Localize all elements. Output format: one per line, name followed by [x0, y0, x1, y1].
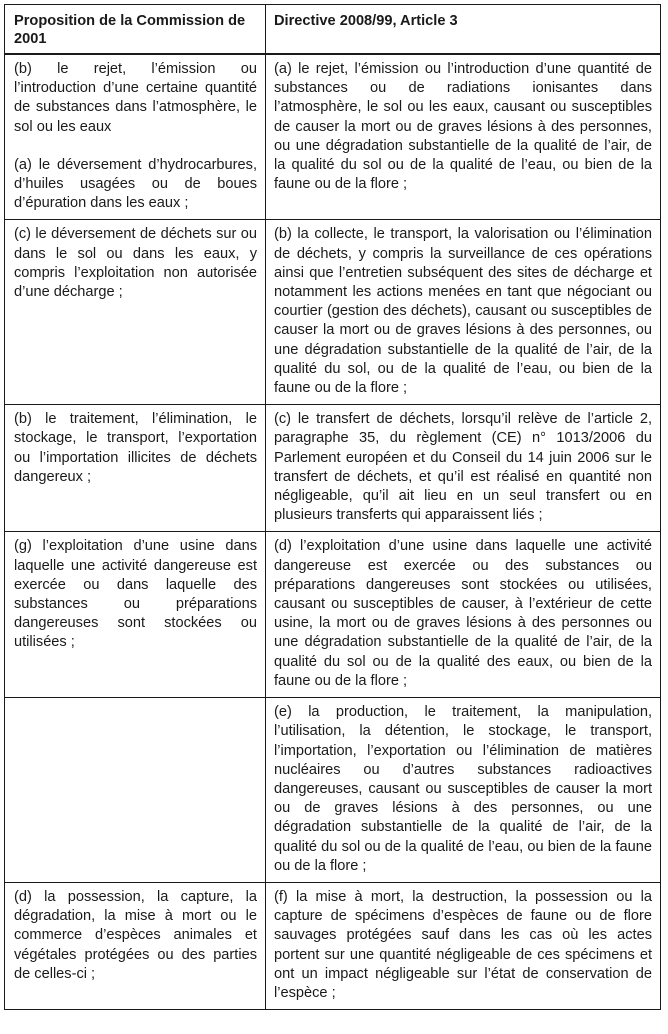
paragraph: (d) l’exploitation d’une usine dans laquelle une activité dangereuse est exercée ou des substances ou préparations dangereuses sont stockées ou utilisées, causant ou susceptibles de causer, à l’extérieur de cette usine, la mort ou de graves lésions à des personnes ou une dégradation substantielle de la qualité de l’air, de la qualité du sol ou de la qualité des eaux, ou bien de la faune ou de la flore ;	[274, 538, 652, 689]
cell-commission	[5, 55, 265, 219]
paragraph: (a) le rejet, l’émission ou l’introduction d’une quantité de substances ou de radiations ionisantes dans l’atmosphère, le sol ou les eaux, causant ou susceptibles de causer la mort ou de graves lésions à des personnes, ou une dégradation substantielle de la qualité de l’air, de la qualité du sol ou de la qualité de l’eau, ou bien de la faune ou de la flore ;	[274, 61, 652, 193]
header-commission-2001: Proposition de la Commission de 2001	[14, 13, 246, 47]
paragraph: (f) la mise à mort, la destruction, la possession ou la capture de spécimens d’espèces de faune ou de flore sauvages protégées sauf dans les cas où les actes portent sur une quantité négligeable de ces spécimens et ont un impact négligeable sur l’état de conservation de l’espèce ;	[274, 888, 652, 1001]
paragraph: (g) l’exploitation d’une usine dans laquelle une activité dangereuse est exercée ou dans laquelle des substances ou préparations dangereuses sont stockées ou utilisées ;	[14, 538, 257, 651]
comparison-table	[4, 4, 661, 1010]
cell-directive	[265, 698, 660, 882]
cell-commission	[5, 220, 265, 404]
header-directive-2008-99: Directive 2008/99, Article 3	[265, 5, 660, 53]
cell-directive	[265, 55, 660, 219]
cell-commission-empty	[5, 698, 265, 882]
paragraph: (b) le traitement, l’élimination, le stockage, le transport, l’exportation ou l’importation illicites de déchets dangereux ;	[14, 411, 257, 485]
paragraph: (c) le transfert de déchets, lorsqu’il relève de l’article 2, paragraphe 35, du règlement (CE) n° 1013/2006 du Parlement européen et du Conseil du 14 juin 2006 sur le transfert de déchets, et qu’il est réalisé en quantité non négligeable, qu’il ait lieu en un seul transfert ou en plusieurs transferts qui apparaissent liés ;	[274, 411, 652, 524]
cell-directive	[265, 883, 660, 1009]
table-row	[5, 55, 660, 220]
table-row	[5, 532, 660, 698]
paragraph: (e) la production, le traitement, la manipulation, l’utilisation, la détention, le stockage, le transport, l’importation, l’exportation ou l’élimination de matières nucléaires ou d’autres substances radioactives dangereuses, causant ou susceptibles de causer la mort ou de graves lésions à des personnes, ou une dégradation substantielle de la qualité de l’air, de la qualité du sol ou de la qualité de l’eau, ou bien de la faune ou de la flore ;	[274, 704, 652, 874]
table-row	[5, 220, 660, 405]
paragraph: (b) le rejet, l’émission ou l’introduction d’une certaine quantité de substances dans l’atmosphère, le sol ou les eaux	[14, 61, 257, 135]
cell-directive	[265, 220, 660, 404]
paragraph: (a) le déversement d’hydrocarbures, d’huiles usagées ou de boues d’épuration dans les eaux ;	[14, 156, 257, 212]
table-row	[5, 405, 660, 532]
cell-directive	[265, 532, 660, 697]
cell-commission	[5, 883, 265, 1009]
paragraph: (c) le déversement de déchets sur ou dans le sol ou dans les eaux, y compris l’exploitation non autorisée d’une décharge ;	[14, 226, 257, 301]
paragraph: (d) la possession, la capture, la dégradation, la mise à mort ou le commerce d’espèces animales et végétales protégées ou des parties de celles-ci ;	[14, 888, 257, 982]
cell-commission	[5, 532, 265, 697]
cell-directive	[265, 405, 660, 531]
table-row	[5, 883, 660, 1009]
cell-commission	[5, 405, 265, 531]
table-row	[5, 698, 660, 883]
table-header-row	[5, 5, 660, 55]
paragraph: (b) la collecte, le transport, la valorisation ou l’élimination de déchets, y compris la surveillance de ces opérations ainsi que l’entretien subséquent des sites de décharge et notamment les actions menées en tant que négociant ou courtier (gestion des déchets), causant ou susceptibles de causer la mort ou de graves lésions à des personnes, ou une dégradation substantielle de la qualité de l’air, de la qualité du sol, ou de la qualité de l’eau, ou bien de la faune ou de la flore ;	[274, 226, 652, 397]
